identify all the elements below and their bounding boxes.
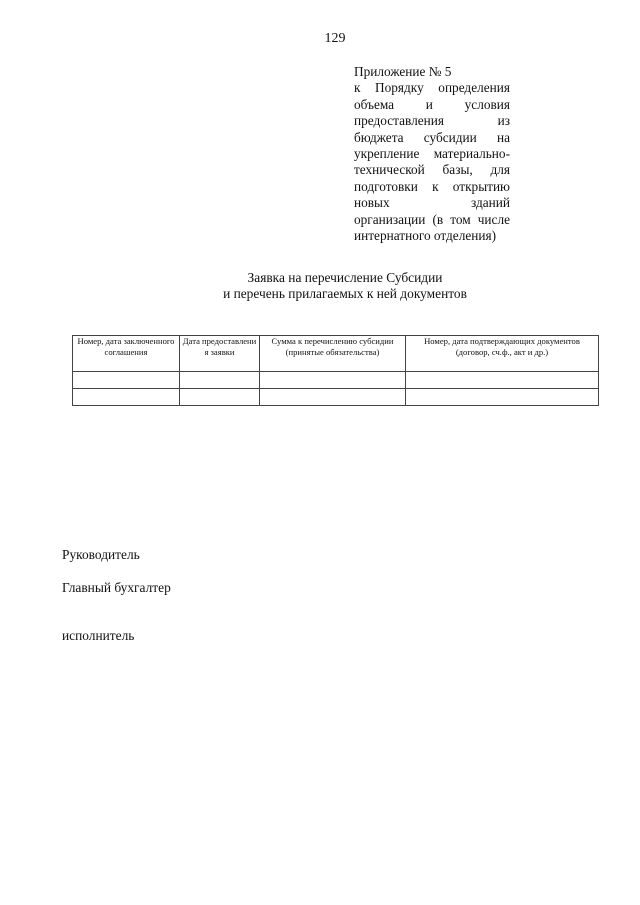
- appendix-line: к Порядку определения: [354, 80, 510, 96]
- header-supporting-documents: Номер, дата подтверждающих документов (договор, сч.ф., акт и др.): [406, 336, 599, 372]
- appendix-line: подготовки к открытию: [354, 178, 510, 194]
- request-table: [72, 335, 599, 406]
- appendix-title: Приложение № 5: [354, 64, 452, 79]
- table-cell: [180, 372, 260, 389]
- appendix-line: организации (в том числе: [354, 211, 510, 227]
- document-title-line-1: Заявка на перечисление Субсидии: [247, 270, 443, 285]
- table-row: [73, 389, 599, 406]
- page-number: 129: [324, 31, 346, 46]
- appendix-line: интернатного отделения): [354, 228, 497, 244]
- header-transfer-amount: Сумма к перечислению субсидии (принятые обязательства): [260, 336, 406, 372]
- header-request-date: Дата предоставлени я заявки: [180, 336, 260, 372]
- signature-chief-accountant-label: Главный бухгалтер: [62, 580, 171, 595]
- table-cell: [180, 389, 260, 406]
- signature-head-label: Руководитель: [62, 547, 140, 562]
- table-cell: [406, 372, 599, 389]
- table-cell: [73, 372, 180, 389]
- table-cell: [406, 389, 599, 406]
- appendix-line: предоставления из: [354, 113, 510, 129]
- document-title: [0, 270, 640, 302]
- appendix-line: технической базы, для: [354, 162, 510, 178]
- signature-executor-label: исполнитель: [62, 628, 135, 643]
- table-cell: [260, 372, 406, 389]
- appendix-block: [354, 64, 510, 244]
- table-row: [73, 372, 599, 389]
- document-title-line-2: и перечень прилагаемых к ней документов: [223, 286, 467, 301]
- header-agreement-number-date: Номер, дата заключенного соглашения: [73, 336, 180, 372]
- appendix-line: объема и условия: [354, 96, 510, 112]
- appendix-line: новых зданий: [354, 195, 510, 211]
- appendix-line: укрепление материально-: [354, 146, 510, 162]
- table-cell: [260, 389, 406, 406]
- table-header-row: [73, 336, 599, 372]
- table-cell: [73, 389, 180, 406]
- appendix-line: бюджета субсидии на: [354, 129, 510, 145]
